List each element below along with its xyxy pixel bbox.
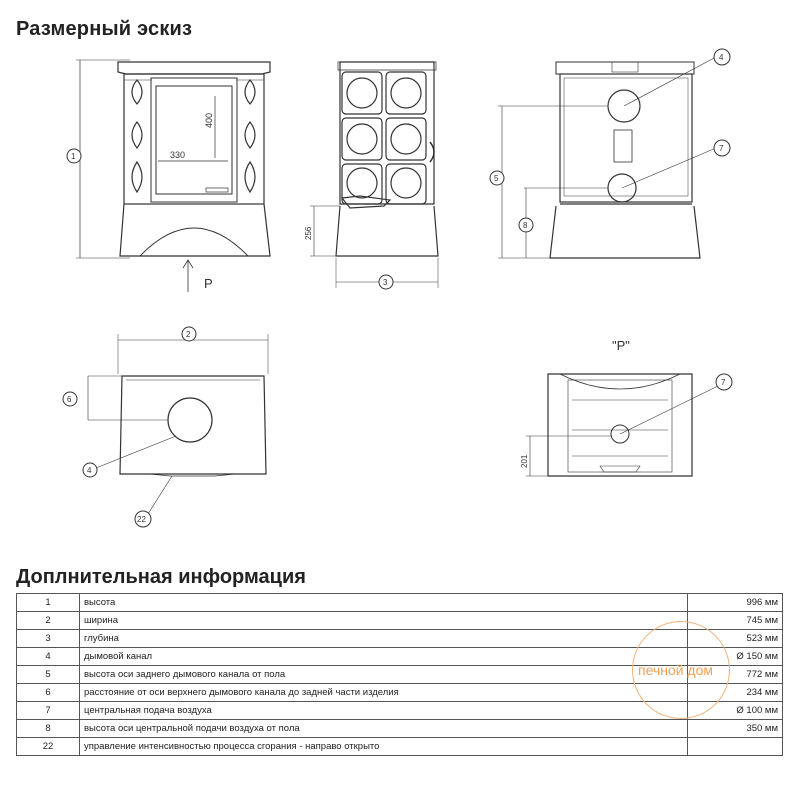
row-description: высота оси центральной подачи воздуха от пола [80,720,688,738]
top-label-2: 2 [186,330,191,339]
spec-table [16,593,783,756]
front-dim-width: 330 [170,150,186,160]
side-view [310,62,438,289]
back-label-7: 7 [719,144,724,153]
row-value: 745 мм [687,612,782,630]
row-number: 1 [17,594,80,612]
table-row [17,648,783,666]
top-label-22: 22 [137,515,146,524]
row-value: 234 мм [687,684,782,702]
view-p-dim: 201 [520,454,529,468]
watermark-text: печной дом [638,662,714,678]
front-label-1: 1 [71,152,76,161]
row-description: дымовой канал [80,648,688,666]
top-label-4: 4 [87,466,92,475]
row-value: 772 мм [687,666,782,684]
table-row [17,594,783,612]
side-dim-256: 256 [304,226,313,240]
row-description: ширина [80,612,688,630]
row-description: управление интенсивностью процесса сгорания - направо открыто [80,738,688,756]
front-view [67,60,270,292]
row-number: 4 [17,648,80,666]
view-arrow-label: P [204,276,213,291]
view-p-title: "P" [612,338,630,353]
table-row [17,738,783,756]
top-view [63,327,268,527]
row-value: Ø 150 мм [687,648,782,666]
info-title: Доплнительная информация [16,566,306,588]
back-label-5: 5 [494,174,499,183]
row-number: 2 [17,612,80,630]
row-description: глубина [80,630,688,648]
row-value: 996 мм [687,594,782,612]
table-row [17,630,783,648]
table-row [17,612,783,630]
back-label-8: 8 [523,221,528,230]
table-row [17,702,783,720]
back-label-4: 4 [719,53,724,62]
row-value [687,738,782,756]
row-description: высота [80,594,688,612]
page-title: Размерный эскиз [16,18,193,40]
view-p [526,374,732,476]
row-number: 8 [17,720,80,738]
row-value: Ø 100 мм [687,702,782,720]
row-number: 7 [17,702,80,720]
front-dim-height: 400 [204,112,214,128]
row-number: 3 [17,630,80,648]
row-number: 22 [17,738,80,756]
view-p-label-7: 7 [721,378,726,387]
top-label-6: 6 [67,395,72,404]
row-value: 523 мм [687,630,782,648]
table-row [17,720,783,738]
row-description: высота оси заднего дымового канала от пола [80,666,688,684]
table-row [17,666,783,684]
row-number: 6 [17,684,80,702]
row-value: 350 мм [687,720,782,738]
row-description: центральная подача воздуха [80,702,688,720]
table-row [17,684,783,702]
row-number: 5 [17,666,80,684]
row-description: расстояние от оси верхнего дымового канала до задней части изделия [80,684,688,702]
side-label-3: 3 [383,278,388,287]
